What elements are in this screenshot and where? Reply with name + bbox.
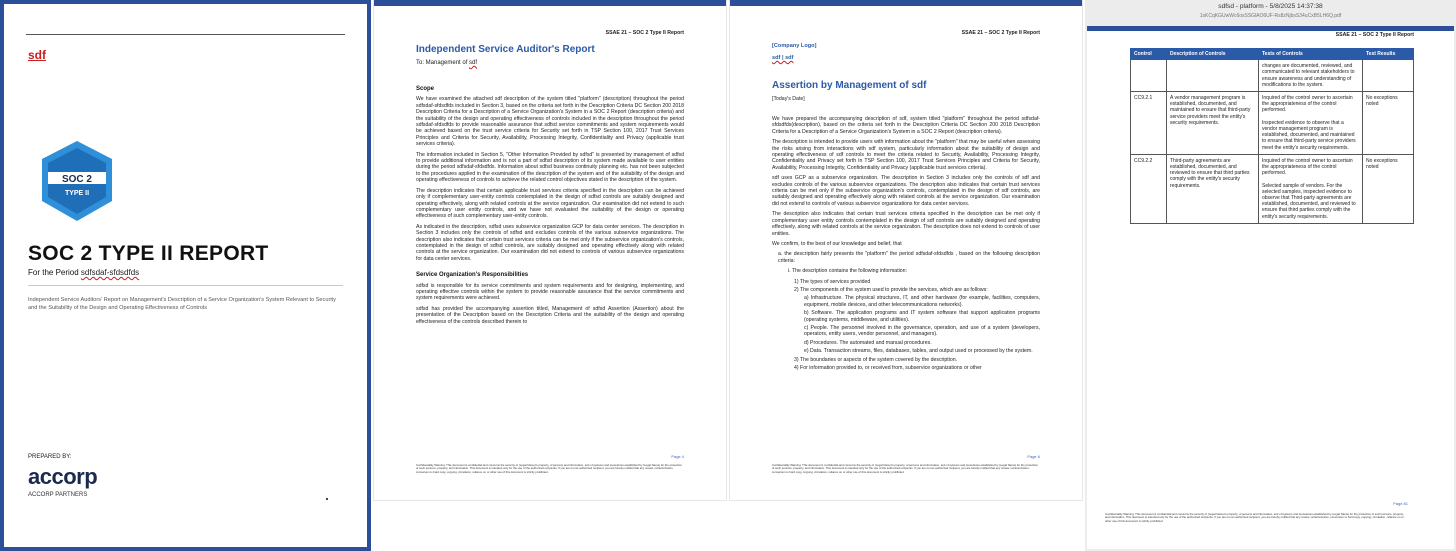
description-cell	[1167, 60, 1259, 92]
assertion-list-a: a. the description fairly presents the "platform" the period sdfsdaf-sfdsdfds , based on the following description criteria:	[778, 251, 1040, 264]
cover-company-name: sdf	[28, 48, 46, 62]
assertion-title-company: sdf	[911, 80, 927, 91]
cover-title: SOC 2 TYPE II REPORT	[28, 242, 269, 265]
cover-subtitle: Independent Service Auditors' Report on Management's Description of a Service Organization's System Relevant to Security and the Suitability of the Design and Operating Effectiveness of Controls	[28, 297, 336, 311]
confidentiality-footer: Confidentiality Warning: This document is confidential and concerns the security of (Legal Name)'s property, of persons and information, and of systems and procedures established by (Legal Name) for the protection of such persons, property, and information. This document is intended only for the use of the authorized recipients. If you are not an authorized recipient, you are hereby notified that any review, retransmission, conversion to hard copy, copying, circulation, reliance on or other use of this document is strictly prohibited.	[1105, 512, 1404, 523]
assertion-paragraph-2: The description is intended to provide users with information about the "platform" that may be useful when assessing the risks arising from interactions with sdf system, particularly information about the suitability of design and operating effectiveness of sdf controls to meet the criteria related to Security, Availability, Processing Integrity, Confidentiality and Privacy set forth in TSP Section 100, 2017 Trust Services Principles and Criteria for Security, Availability, Processing Integrity, Confidentiality and Privacy (applicable trust services criteria).	[772, 139, 1040, 171]
table-header-row	[1131, 49, 1414, 60]
management-assertion-page	[730, 0, 1082, 500]
page-header: SSAE 21 – SOC 2 Type II Report	[605, 30, 684, 36]
assertion-item: d) Procedures. The automated and manual procedures.	[804, 339, 932, 346]
results-cell: No exceptions noted	[1363, 154, 1414, 223]
cover-page	[0, 0, 371, 551]
viewer-file-name: 1sKCqKGUwWc6osSSGlAO6UF-Rs8zNjbsS34uCxB5LH6Q.pdf	[1199, 13, 1342, 19]
assertion-item: b) Software. The application programs and IT system software that support application programs (operating systems, middleware, and utilities).	[804, 310, 1040, 323]
column-header: Test Results	[1363, 49, 1414, 60]
page-top-bar	[374, 0, 726, 6]
tests-cell: changes are documented, reviewed, and communicated to relevant stakeholders to ensure awareness and understanding of modifications to the system.	[1259, 60, 1363, 92]
control-id-cell: CC9.2.1	[1131, 92, 1167, 155]
badge-line1: SOC 2	[61, 174, 93, 185]
page-header: SSAE 21 – SOC 2 Type II Report	[961, 30, 1040, 36]
assertion-paragraph-3: sdf uses GCP as a subservice organization. The description in Section 3 includes only the controls of sdf and excludes controls of the various subservice organizations. The description also indicates that certain trust services criteria can be met only if the subservice organization's controls, contemplated in the design of sdf controls, are suitably designed and operating effectively along with related controls at the service organization. Our examination did not extend to controls of various subservice organizations for data center services.	[772, 175, 1040, 207]
table-row	[1131, 60, 1414, 92]
results-cell: No exceptions noted	[1363, 92, 1414, 155]
scope-paragraph-1: We have examined the attached sdf description of the system titled "platform" (description) throughout the period sdfsdaf-sfdsdfds included in Section 3, based on the criteria set forth in the Description Criteria DC Section 200 2018 Description Criteria for a Description of a Service Organization's System in a SOC 2 Report (description criteria) and the suitability of the design and operating effectiveness of controls included in the description throughout the period sdfsdaf-sfdsdfds to provide reasonable assurance that sdfsd service commitments and system requirements would be achieved based on the trust service criteria for Security set forth in TSP Section 100, 2017 Trust Services Principles and Criteria for Security, Availability, Processing Integrity, Confidentiality and Privacy (applicable trust services criteria).	[416, 96, 684, 148]
column-header: Control	[1131, 49, 1167, 60]
to-label: To: Management of	[416, 60, 470, 66]
control-id-cell: CC9.2.2	[1131, 154, 1167, 223]
soc2-badge-icon	[38, 139, 116, 223]
cover-top-rule	[26, 34, 345, 35]
page-number: Page 4	[671, 454, 684, 459]
to-line	[416, 60, 477, 66]
confidentiality-footer: Confidentiality Warning: This document is confidential and concerns the security of (Legal Name)'s property, of persons and information, and of systems and procedures established by (Legal Name) for the protection of such persons, property, and information. This document is intended only for the use of the authorized recipients. If you are not an authorized recipient, you are hereby notified that any review, retransmission, conversion to hard copy, copying, circulation, reliance on or other use of this document is strictly prohibited.	[416, 463, 682, 474]
cover-divider	[28, 285, 343, 286]
table-row	[1131, 154, 1414, 223]
description-cell: Third-party agreements are established, documented, and reviewed to ensure that third parties comply with the entity's security requirements.	[1167, 154, 1259, 223]
partners-label: ACCORP PARTNERS	[28, 492, 88, 498]
responsibilities-paragraph-1: sdfsd is responsible for its service commitments and system requirements and for designing, implementing, and operating effective controls within the system to provide reasonable assurance that the service commitments and system requirements were achieved.	[416, 282, 684, 302]
scope-paragraph-2: The information included in Section 5, "Other Information Provided by sdfsd" is presented by management of sdfsd to provide additional information and is not a part of sdfsd description of its system made available to user entities during the period sdfsdaf-sfdsdfds. Information about sdfsd business continuity planning etc. has not been subjected to the procedures applied in the examination of the description of the system and of the suitability of the design and operating effectiveness of controls to achieve the related control objectives stated in the description of the system.	[416, 151, 684, 184]
page-top-bar	[1087, 26, 1454, 31]
responsibilities-heading: Service Organization's Responsibilities	[416, 272, 529, 279]
page-title: Independent Service Auditor's Report	[416, 44, 595, 55]
results-cell	[1363, 60, 1414, 92]
table-row	[1131, 92, 1414, 155]
company-logo-placeholder: [Company Logo]	[772, 43, 817, 49]
accorp-logo: accorp	[28, 464, 98, 489]
assertion-item: 1) The types of services provided	[794, 278, 871, 285]
assertion-paragraph-5: We confirm, to the best of our knowledge and belief, that	[772, 240, 902, 247]
pdf-viewer	[1085, 0, 1456, 551]
viewer-title: sdfsd - platform - 5/8/2025 14:37:38	[1218, 3, 1323, 10]
control-id-cell	[1131, 60, 1167, 92]
assertion-item: e) Data. Transaction streams, files, databases, tables, and output used or processed by the system.	[804, 348, 1033, 355]
cover-period	[28, 268, 139, 277]
assertion-date: [Today's Date]	[772, 96, 805, 102]
assertion-item: 4) For information provided to, or received from, subservice organizations or other	[794, 365, 982, 371]
scope-paragraph-4: As indicated in the description, sdfsd uses subservice organization GCP for data center services. The description in Section 3 includes only the controls of sdfsd and excludes controls of the various subservice organizations. The description also indicates that certain trust services criteria can be met only if the subservice organization's controls, contemplated in the design of sdfsd controls, are suitably designed and operating effectively along with related controls at the service organization. Our examination did not extend to controls of various subservice organizations for data center services.	[416, 223, 684, 262]
badge-line2: TYPE II	[64, 190, 90, 197]
report-body	[416, 80, 684, 329]
assertion-list-i: i. The description contains the following information:	[788, 268, 907, 275]
assertion-title: Assertion by Management of sdf	[772, 80, 927, 91]
company-line: sdf | sdf	[772, 55, 794, 61]
page-number: Page 6	[1027, 454, 1040, 459]
column-header: Tests of Controls	[1259, 49, 1363, 60]
description-cell: A vendor management program is established, documented, and maintained to ensure that third-party service providers meet the entity's security requirements.	[1167, 92, 1259, 155]
scope-heading: Scope	[416, 86, 435, 92]
cover-dot	[326, 498, 328, 500]
confidentiality-footer: Confidentiality Warning: This document is confidential and concerns the security of (Legal Name)'s property, of persons and information, and of systems and procedures established by (Legal Name) for the protection of such persons, property, and information. This document is intended only for the use of the authorized recipients. If you are not an authorized recipient, you are hereby notified that any review, retransmission, conversion to hard copy, copying, circulation, reliance on or other use of this document is strictly prohibited.	[772, 463, 1038, 474]
assertion-paragraph-1: We have prepared the accompanying description of sdf, system titled "platform" throughout the period sdfsdaf-sfdsdfds(description), based on the criteria set forth in the Description Criteria DC Section 200 2018 Description Criteria for a Description of a Service Organization's System in a SOC 2 Report (description criteria).	[772, 116, 1040, 135]
column-header: Description of Controls	[1167, 49, 1259, 60]
assertion-item: 2) The components of the system used to provide the services, which are as follows:	[794, 286, 988, 293]
to-company: sdf	[469, 60, 478, 66]
responsibilities-paragraph-2: sdfsd has provided the accompanying assertion titled, Management of sdfsd Assertion (Assertion) about the presentation of the Description based on the Description Criteria and the suitability of the design and operating effectiveness of the controls described therein to	[416, 305, 684, 325]
assertion-body	[772, 116, 1040, 373]
scope-paragraph-3: The description indicates that certain applicable trust services criteria specified in the description can be achieved only if complementary user-entity controls contemplated in the design of sdfsd controls are suitably designed and operating effectively, along with related controls at the service organization. Our examination did not extend to such complementary user entity controls, and we have not evaluated the suitability of the design or operating effectiveness of such complementary user-entity controls.	[416, 187, 684, 220]
auditor-report-page	[374, 0, 726, 500]
assertion-item: a) Infrastructure. The physical structures, IT, and other hardware (for example, facilities, computers, equipment, mobile devices, and other telecommunications networks).	[804, 295, 1040, 308]
tests-cell: Inquired of the control owner to ascertain the appropriateness of the control performed. Inspected evidence to observe that a vendor management program is established, documented, and maintained to ensure that third-party service providers meet the entity's security requirements.	[1259, 92, 1363, 155]
period-value: sdfsdaf-sfdsdfds	[80, 268, 140, 277]
page-top-bar	[730, 0, 1082, 6]
assertion-paragraph-4: The description also indicates that certain trust services criteria specified in the description can be met only if complementary user entity controls contemplated in the design of sdf controls are suitably designed and operating effectively, along with related controls at the service organization. The description does not extend to controls of user entities.	[772, 211, 1040, 237]
page-number: Page 81	[1393, 501, 1408, 506]
period-prefix: For the Period	[28, 268, 81, 277]
tests-cell: Inquired of the control owner to ascertain the appropriateness of the control performed. Selected sample of vendors. For the selected samples, inspected evidence to observe that Third-party agreements are established, documented, and reviewed to ensure that third parties comply with the entity's security requirements.	[1259, 154, 1363, 223]
prepared-by-label: PREPARED BY:	[28, 454, 72, 460]
controls-table	[1130, 48, 1414, 224]
assertion-item: 3) The boundaries or aspects of the system covered by the description.	[794, 356, 958, 363]
assertion-item: c) People. The personnel involved in the governance, operation, and use of a system (developers, operators, entity users, vendor personnel, and managers).	[804, 324, 1040, 338]
page-header: SSAE 21 – SOC 2 Type II Report	[1335, 32, 1414, 38]
